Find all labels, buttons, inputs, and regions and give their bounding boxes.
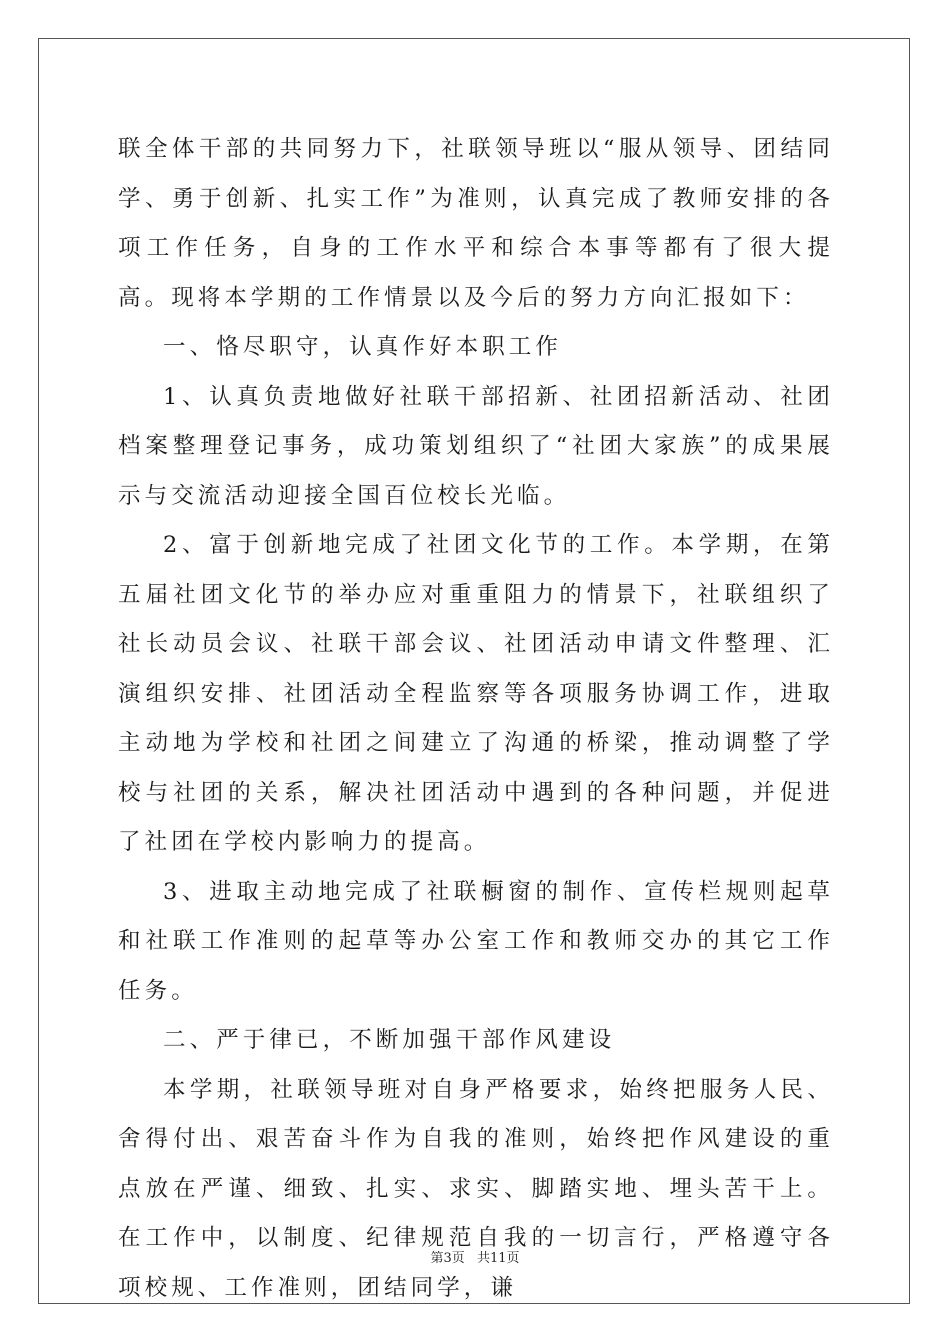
paragraph-discipline: 本学期，社联领导班对自身严格要求，始终把服务人民、舍得付出、艰苦奋斗作为自我的准则，始终把作风建设的重点放在严谨、细致、扎实、求实、脚踏实地、埋头苦干上。在工作中，以制度、纪律规范自我的一切言行，严格遵守各项校规、工作准则，团结同学，谦 bbox=[118, 1076, 834, 1301]
paragraph-item-1: 1、认真负责地做好社联干部招新、社团招新活动、社团档案整理登记事务，成功策划组织了“社团大家族”的成果展示与交流活动迎接全国百位校长光临。 bbox=[118, 383, 834, 509]
section-heading-2: 二、严于律已，不断加强干部作风建设 bbox=[163, 1027, 616, 1053]
page-total: 共11页 bbox=[476, 1251, 520, 1266]
paragraph-item-2: 2、富于创新地完成了社团文化节的工作。本学期，在第五届社团文化节的举办应对重重阻力的情景下，社联组织了社长动员会议、社联干部会议、社团活动申请文件整理、汇演组织安排、社团活动全程监察等各项服务协调工作，进取主动地为学校和社团之间建立了沟通的桥梁，推动调整了学校与社团的关系，解决社团活动中遇到的各种问题，并促进了社团在学校内影响力的提高。 bbox=[118, 532, 834, 855]
section-heading-1: 一、恪尽职守，认真作好本职工作 bbox=[163, 334, 563, 360]
paragraph-item-3: 3、进取主动地完成了社联橱窗的制作、宣传栏规则起草和社联工作准则的起草等办公室工作和教师交办的其它工作任务。 bbox=[118, 878, 834, 1004]
page-footer bbox=[0, 1247, 950, 1266]
page-number: 第3页 bbox=[430, 1251, 465, 1266]
paragraph-intro: 联全体干部的共同努力下，社联领导班以“服从领导、团结同学、勇于创新、扎实工作”为准则，认真完成了教师安排的各项工作任务，自身的工作水平和综合本事等都有了很大提高。现将本学期的工作情景以及今后的努力方向汇报如下： bbox=[118, 136, 834, 311]
document-body bbox=[118, 125, 834, 1313]
